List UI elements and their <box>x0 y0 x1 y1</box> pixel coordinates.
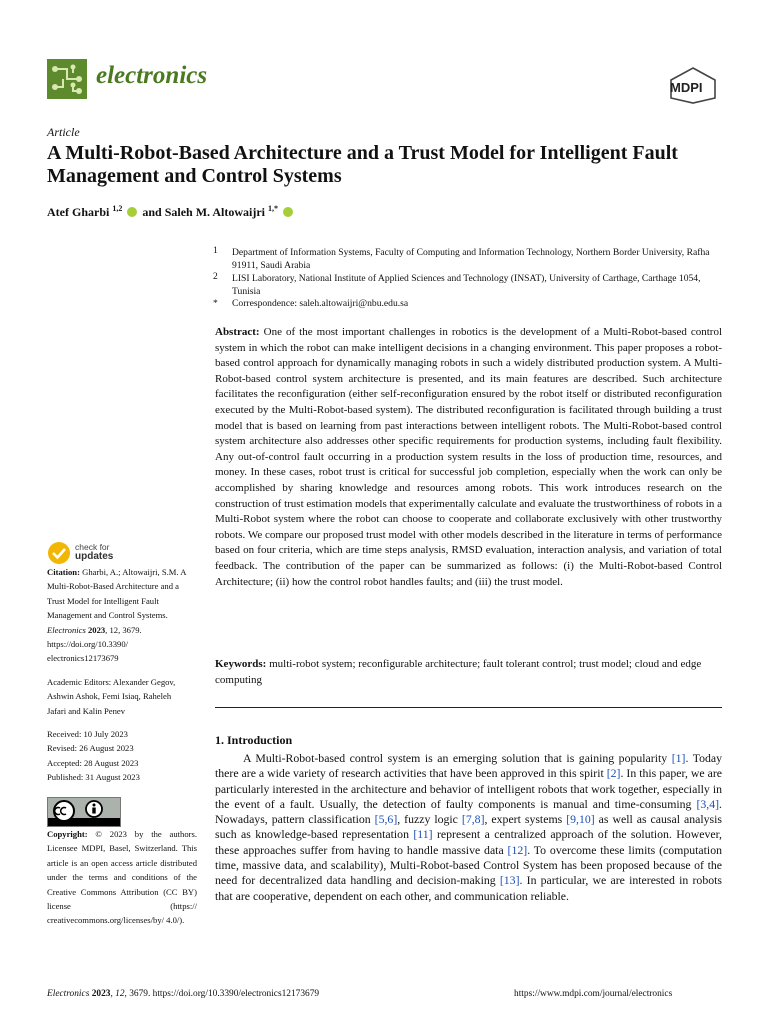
section-divider <box>215 707 722 708</box>
affiliation-mark: 1 <box>213 245 218 256</box>
citation-link[interactable]: [9,10] <box>566 812 595 827</box>
body-text: . In particular, we are interested in robots that are cooperative, dependent on each other, and communication reliable. <box>215 873 722 903</box>
citation-year: 2023 <box>87 624 106 635</box>
date-published: Published: 31 August 2023 <box>47 772 140 782</box>
body-text: . In this paper, we are particularly interested in the architecture and behavior of intelligent robots that work together, especially in the event of a fault. Usually, the detection of faulty components is manual and time-consuming <box>215 766 722 811</box>
keywords-text: multi-robot system; reconfigurable architecture; fault tolerant control; trust model; cloud and edge computing <box>215 658 702 686</box>
footer-journal: Electronics <box>47 989 90 999</box>
paper-title: A Multi-Robot-Based Architecture and a Trust Model for Intelligent Fault Management and Control Systems <box>47 142 678 187</box>
cc-by-license-badge[interactable] <box>47 797 121 827</box>
affiliation: Department of Information Systems, Faculty of Computing and Information Technology, Northern Border University, Rafha 91911, Saudi Arabia <box>232 247 710 271</box>
citation-link[interactable]: [7,8] <box>461 812 485 827</box>
copyright-label: Copyright: <box>47 829 88 839</box>
abstract-label: Abstract: <box>215 326 260 338</box>
article-type: Article <box>47 125 80 139</box>
intro-paragraph <box>215 751 722 904</box>
body-text: . Nowadays, pattern classification <box>215 796 722 827</box>
citation-block <box>47 565 197 666</box>
keywords <box>215 657 722 688</box>
footer-doi[interactable]: , 3679. https://doi.org/10.3390/electronics12173679 <box>124 989 320 999</box>
citation-link[interactable]: [13] <box>499 873 520 888</box>
author-name: Saleh M. Altowaijri <box>164 205 266 219</box>
citation-label: Citation: <box>47 567 80 577</box>
date-revised: Revised: 26 August 2023 <box>47 743 134 753</box>
body-text: . Today there are a wide variety of research activities that have been approved in this spirit <box>215 751 723 781</box>
copyright-text: © 2023 by the authors. Licensee MDPI, Basel, Switzerland. This article is an open access article distributed under the terms and conditions of the Creative Commons Attribution (CC BY) license (https:// creativecommons.org/licenses/by/ 4.0/). <box>47 829 197 926</box>
abstract <box>215 325 722 590</box>
citation-link[interactable]: [2] <box>606 766 621 781</box>
footer-year: 2023 <box>91 989 111 999</box>
author-conjunction: and <box>142 205 162 219</box>
orcid-icon[interactable] <box>283 207 293 217</box>
citation-journal: Electronics <box>47 624 86 635</box>
footer-citation: Electronics 2023, 12, 3679. https://doi.org/10.3390/electronics12173679 <box>47 989 320 999</box>
affiliation-mark: 2 <box>213 271 218 282</box>
copyright-block <box>47 827 197 928</box>
body-text: , expert systems <box>484 812 567 827</box>
author-name: Atef Gharbi <box>47 205 110 219</box>
orcid-icon[interactable] <box>127 207 137 217</box>
citation-link[interactable]: [5,6] <box>374 812 398 827</box>
check-updates-line2: updates <box>75 551 114 562</box>
keywords-label: Keywords: <box>215 658 267 670</box>
cc-by-icon <box>48 798 120 826</box>
citation-link[interactable]: [1] <box>671 751 686 765</box>
author-affiliation-mark: 1,2 <box>112 204 123 213</box>
correspondence: Correspondence: saleh.altowaijri@nbu.edu.sa <box>232 298 409 309</box>
check-updates-icon <box>47 541 71 565</box>
body-text: represent a centralized approach of the solution. However, these approaches suffer from having to handle massive data <box>215 827 722 857</box>
body-text: . To overcome these limits (computation time, massive data, and scalability), Multi-Robot-based Control System has been proposed because of the need for decentralized data handling and decision-making <box>215 842 722 888</box>
footer-journal-url[interactable]: https://www.mdpi.com/journal/electronics <box>514 989 673 999</box>
check-updates-line1: check for <box>75 542 110 552</box>
journal-logo <box>47 59 87 99</box>
body-text: as well as causal analysis such as knowledge-based representation <box>215 812 722 842</box>
citation-link[interactable]: [3,4] <box>696 796 720 811</box>
body-text: A Multi-Robot-based control system is an emerging solution that is gaining popularity <box>243 751 672 765</box>
author-affiliation-mark: 1,* <box>268 204 279 213</box>
citation-link[interactable]: [12] <box>507 842 528 857</box>
date-accepted: Accepted: 28 August 2023 <box>47 758 139 768</box>
academic-editors: Academic Editors: Alexander Gegov, Ashwin Ashok, Femi Isiaq, Raheleh Jafari and Kalin Penev <box>47 677 176 716</box>
abstract-text: One of the most important challenges in robotics is the development of a Multi-Robot-based control system in which the robot can make intelligent decisions in a changing environment. This paper proposes a robot-based control approach for dynamically managing robots in such a widely distributed production system. A Multi-Robot-based control system architecture is presented, and its main features are described. Such architecture facilitates the reconfiguration (either self-reconfiguration ensured by the robot itself or distributed reconfiguration executed by the Multi-Robot-based system). The distributed reconfiguration is facilitated through building a trust model that is based on learning from past interactions between intelligent robots. The Multi-Robot-based control system architecture also addresses other specific requirements for production systems, including fault flexibility. Any out-of-control fault occurring in a production system results in the loss of production time, resources, and money. In these cases, robot trust is critical for successful job completion, especially when the work can only be accomplished by sharing knowledge and resources among robots. This work introduces research on the construction of trust estimation models that experimentally calculate and evaluate the trustworthiness of robots in a Multi-Robot system where the robot can choose to cooperate and collaborate exclusively with other trustworthy robots. We compare our proposed trust model with other models described in the literature in terms of performance based on four criteria, which are time steps analysis, RMSD evaluation, interaction analysis, and variation of total feedback. The contribution of the paper can be summarized as follows: (i) the Multi-Robot-based Control Architecture; (ii) how the control robot handles faults; and (iii) the trust model. <box>215 326 723 588</box>
citation-text: Gharbi, A.; Altowaijri, S.M. A Multi-Robot-Based Architecture and a Trust Model for Intelligent Fault Management and Control Systems. <box>47 567 186 621</box>
affiliation-mark: * <box>213 298 218 309</box>
author-list <box>47 204 295 220</box>
publisher-name: MDPI <box>670 80 703 95</box>
body-text: , fuzzy logic <box>397 812 462 827</box>
citation-rest: , 12, 3679. https://doi.org/10.3390/ electronics12173679 <box>47 624 142 664</box>
date-received: Received: 10 July 2023 <box>47 729 128 739</box>
citation-link[interactable]: [11] <box>413 827 433 842</box>
affiliation: LISI Laboratory, National Institute of Applied Sciences and Technology (INSAT), University of Carthage, Carthage 1054, Tunisia <box>232 273 701 297</box>
section-heading: 1. Introduction <box>215 733 293 747</box>
footer-volume: 12 <box>115 989 125 999</box>
journal-name: electronics <box>96 62 208 89</box>
